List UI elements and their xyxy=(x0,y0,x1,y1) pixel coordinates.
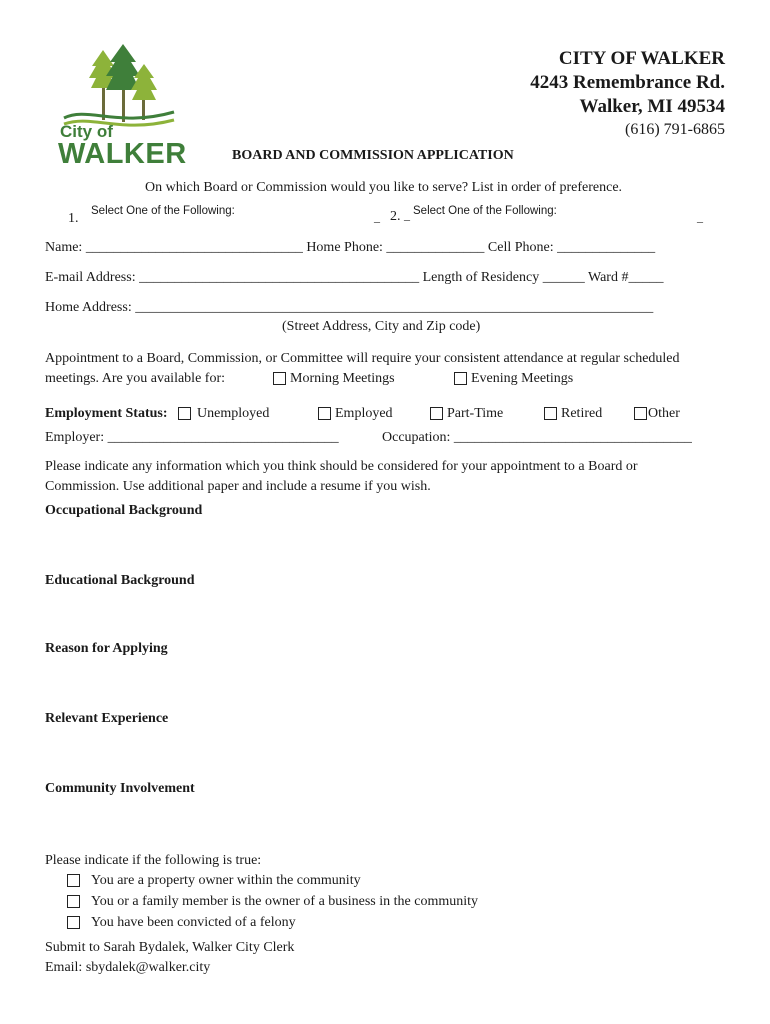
other-checkbox[interactable] xyxy=(634,407,647,420)
section-occupational-background: Occupational Background xyxy=(45,503,203,518)
morning-meetings-label: Morning Meetings xyxy=(290,371,395,386)
evening-meetings-label: Evening Meetings xyxy=(471,371,574,386)
section-relevant-experience: Relevant Experience xyxy=(45,711,169,726)
home-address-line[interactable]: Home Address: __________________________________________________________________________ xyxy=(45,300,654,315)
morning-meetings-checkbox[interactable] xyxy=(273,372,286,385)
unemployed-label: Unemployed xyxy=(197,406,270,421)
section-educational-background: Educational Background xyxy=(45,573,195,588)
header-address1: 4243 Remembrance Rd. xyxy=(530,72,725,93)
header-phone: (616) 791-6865 xyxy=(625,121,725,138)
part-time-checkbox[interactable] xyxy=(430,407,443,420)
other-label: Other xyxy=(648,406,680,421)
property-owner-label: You are a property owner within the community xyxy=(91,873,361,888)
unemployed-checkbox[interactable] xyxy=(178,407,191,420)
logo-text-city-of: City of xyxy=(60,122,113,141)
community-involvement-field[interactable] xyxy=(45,800,725,850)
city-logo xyxy=(58,44,187,170)
relevant-experience-field[interactable] xyxy=(45,730,725,780)
section-reason-for-applying: Reason for Applying xyxy=(45,641,168,656)
employed-label: Employed xyxy=(335,406,393,421)
employed-checkbox[interactable] xyxy=(318,407,331,420)
section-community-involvement: Community Involvement xyxy=(45,781,195,796)
form-title: BOARD AND COMMISSION APPLICATION xyxy=(232,148,514,163)
preference-number-1: 1. xyxy=(68,211,79,226)
info-text-1: Please indicate any information which you think should be considered for your appointment to a Board or xyxy=(45,459,638,474)
educational-background-field[interactable] xyxy=(45,592,725,642)
select-2-dash: _ xyxy=(404,208,410,222)
business-owner-label: You or a family member is the owner of a business in the community xyxy=(91,894,479,909)
felony-label: You have been convicted of a felony xyxy=(91,915,296,930)
header-address2: Walker, MI 49534 xyxy=(579,96,725,117)
logo-text-walker: WALKER xyxy=(58,138,187,170)
employment-status-label: Employment Status: xyxy=(45,406,168,421)
select-1-underline: _ xyxy=(374,210,380,224)
header-city: CITY OF WALKER xyxy=(558,48,725,69)
reason-for-applying-field[interactable] xyxy=(45,660,725,710)
business-owner-checkbox[interactable] xyxy=(67,895,80,908)
select-2-underline: _ xyxy=(697,210,703,224)
occupation-line[interactable]: Occupation: __________________________________ xyxy=(382,430,692,445)
home-address-hint: (Street Address, City and Zip code) xyxy=(282,319,481,334)
employer-line[interactable]: Employer: _________________________________ xyxy=(45,430,339,445)
email-residency-ward-line[interactable]: E-mail Address: ________________________________________ Length of Residency ______ Ward #_____ xyxy=(45,270,664,285)
retired-checkbox[interactable] xyxy=(544,407,557,420)
board-select-1[interactable]: Select One of the Following: xyxy=(91,205,235,217)
retired-label: Retired xyxy=(561,406,603,421)
felony-checkbox[interactable] xyxy=(67,916,80,929)
board-select-2[interactable]: Select One of the Following: xyxy=(413,205,557,217)
info-text-2: Commission. Use additional paper and include a resume if you wish. xyxy=(45,479,431,494)
part-time-label: Part-Time xyxy=(447,406,504,421)
evening-meetings-checkbox[interactable] xyxy=(454,372,467,385)
preference-number-2: 2. xyxy=(390,209,401,224)
board-prompt: On which Board or Commission would you like to serve? List in order of preference. xyxy=(145,180,623,195)
submit-to-text: Submit to Sarah Bydalek, Walker City Clerk xyxy=(45,940,295,955)
availability-text-1: Appointment to a Board, Commission, or Committee will require your consistent attendance at regular scheduled xyxy=(45,351,680,366)
property-owner-checkbox[interactable] xyxy=(67,874,80,887)
name-phone-line[interactable]: Name: _______________________________ Home Phone: ______________ Cell Phone: ______________ xyxy=(45,240,656,255)
availability-text-2: meetings. Are you available for: xyxy=(45,371,225,386)
truths-intro: Please indicate if the following is true: xyxy=(45,853,262,868)
submit-email-text: Email: sbydalek@walker.city xyxy=(45,960,211,975)
occupational-background-field[interactable] xyxy=(45,522,725,572)
